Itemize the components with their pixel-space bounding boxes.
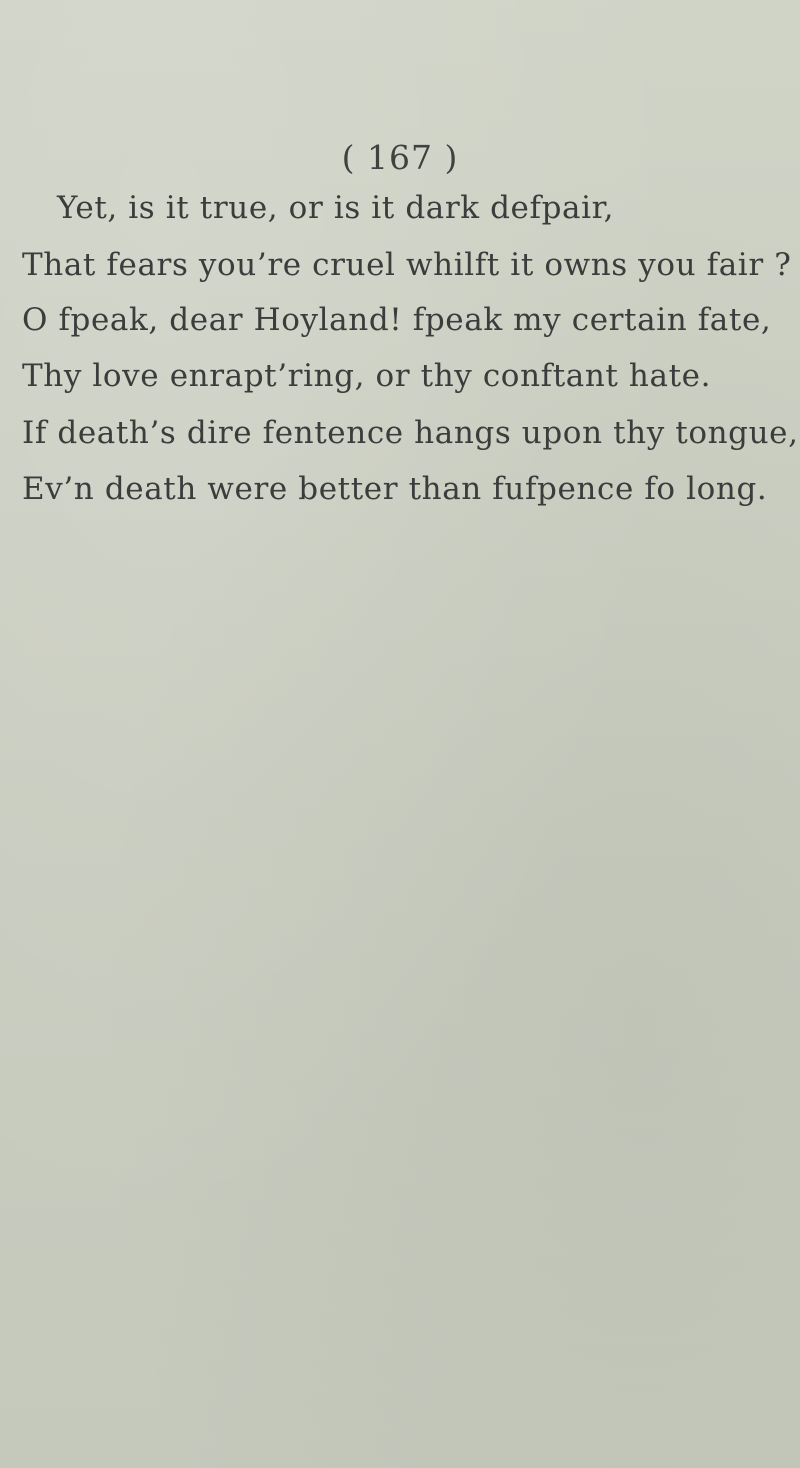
poem-line: Yet, is it true, or is it dark defpair, <box>57 190 615 226</box>
poem-line: Thy love enrapt’ring, or thy conftant hate. <box>22 358 712 394</box>
poem-line: That fears you’re cruel whilft it owns you fair ? <box>22 247 792 283</box>
poem-line: If death’s dire fentence hangs upon thy tongue, <box>22 415 799 451</box>
poem-line: Ev’n death were better than fufpence fo long. <box>22 471 768 507</box>
page-number: ( 167 ) <box>341 138 459 177</box>
poem-line: O fpeak, dear Hoyland! fpeak my certain fate, <box>22 302 772 338</box>
